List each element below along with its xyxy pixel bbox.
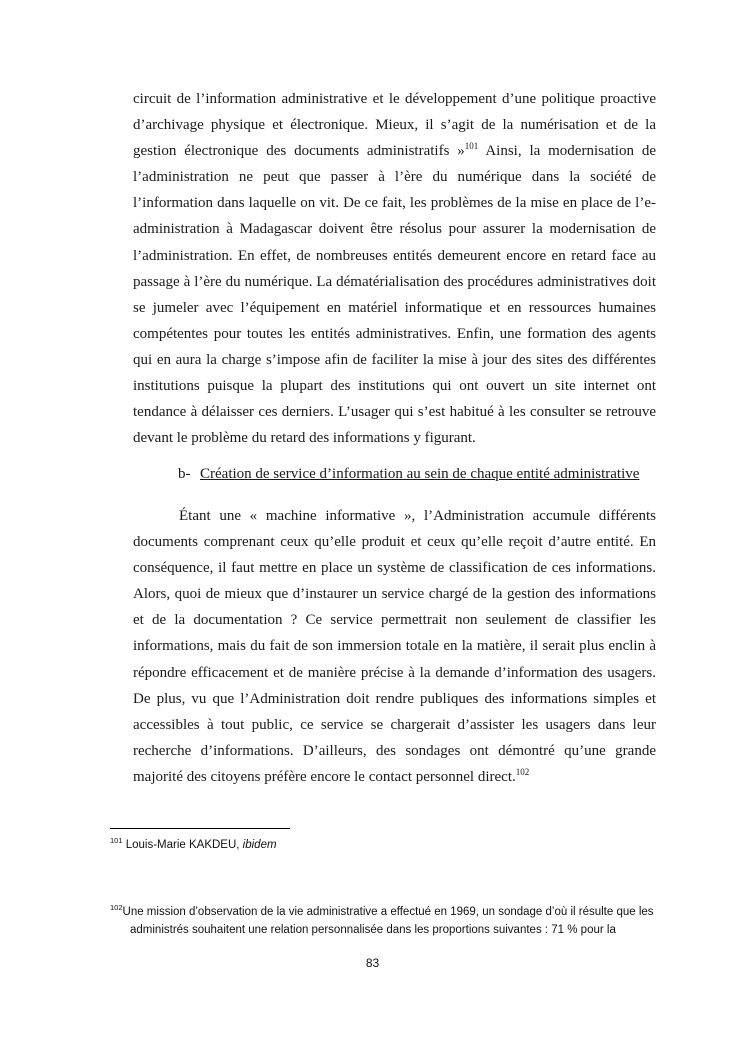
paragraph-1-start: circuit de l’information administrative et le développement d’une politique proactive d’archivage physique et électronique. Mieux, il s’agit de la numérisation et de la gestion électronique des documents administratifs » (133, 91, 656, 160)
page-number: 83 (365, 956, 380, 970)
footnote-102-line-2: administrés souhaitent une relation personnalisée dans les proportions suivantes : 71 % pour la (130, 924, 616, 936)
footnote-separator (110, 828, 290, 829)
footnote-102 (110, 903, 656, 939)
section-heading (178, 462, 648, 486)
paragraph-2-text: Étant une « machine informative », l’Administration accumule différents documents comprenant ceux qu’elle produit et ceux qu’elle reçoit d’autre entité. En conséquence, il faut mettre en place un système de classification de ces informations. Alors, quoi de mieux que d’instaurer un service chargé de la gestion des informations et de la documentation ? Ce service permettrait non seulement de classifier les informations, mais du fait de son immersion totale en la matière, il serait plus enclin à répondre efficacement et de manière précise à la demande d’information des usagers. De plus, vu que l’Administration doit rendre publiques des informations simples et accessibles à tout public, ce service se chargerait d’assister les usagers dans leur recherche d’informations. D’ailleurs, des sondages ont démontré qu’une grande majorité des citoyens préfère encore le contact personnel direct. (133, 508, 656, 785)
footnote-ref-101[interactable]: 101 (464, 141, 479, 152)
section-marker: b- (178, 466, 191, 482)
footnote-101 (110, 836, 656, 854)
paragraph-1-end: Ainsi, la modernisation de l’administration ne peut que passer à l’ère du numérique dans la société de l’information dans laquelle on vit. De ce fait, les problèmes de la mise en place de l’e-administration à Madagascar doivent être résolus pour assurer la modernisation de l’administration. En effet, de nombreuses entités demeurent encore en retard face au passage à l’ère du numérique. La dématérialisation des procédures administratives doit se jumeler avec l’équipement en matériel informatique et en ressources humaines compétentes pour toutes les entités administratives. Enfin, une formation des agents qui en aura la charge s’impose afin de faciliter la mise à jour des sites des différentes institutions puisque la plupart des institutions qui ont ouvert un site internet ont tendance à délaisser ces derniers. L’usager qui s’est habitué à les consulter se retrouve devant le problème du retard des informations y figurant. (133, 143, 656, 447)
footnote-101-number: 101 (110, 836, 123, 845)
footnote-101-source: ibidem (242, 839, 277, 851)
footnote-102-number: 102 (110, 903, 123, 912)
section-title: Création de service d’information au sein de chaque entité administrative (200, 466, 640, 482)
body-paragraph-1 (133, 86, 656, 451)
footnote-ref-102[interactable]: 102 (515, 766, 530, 777)
footnote-101-author: Louis-Marie KAKDEU, (122, 839, 243, 851)
body-paragraph-2 (133, 503, 656, 790)
footnote-102-line-1: Une mission d’observation de la vie administrative a effectué en 1969, un sondage d’où il résulte que les (122, 906, 654, 918)
